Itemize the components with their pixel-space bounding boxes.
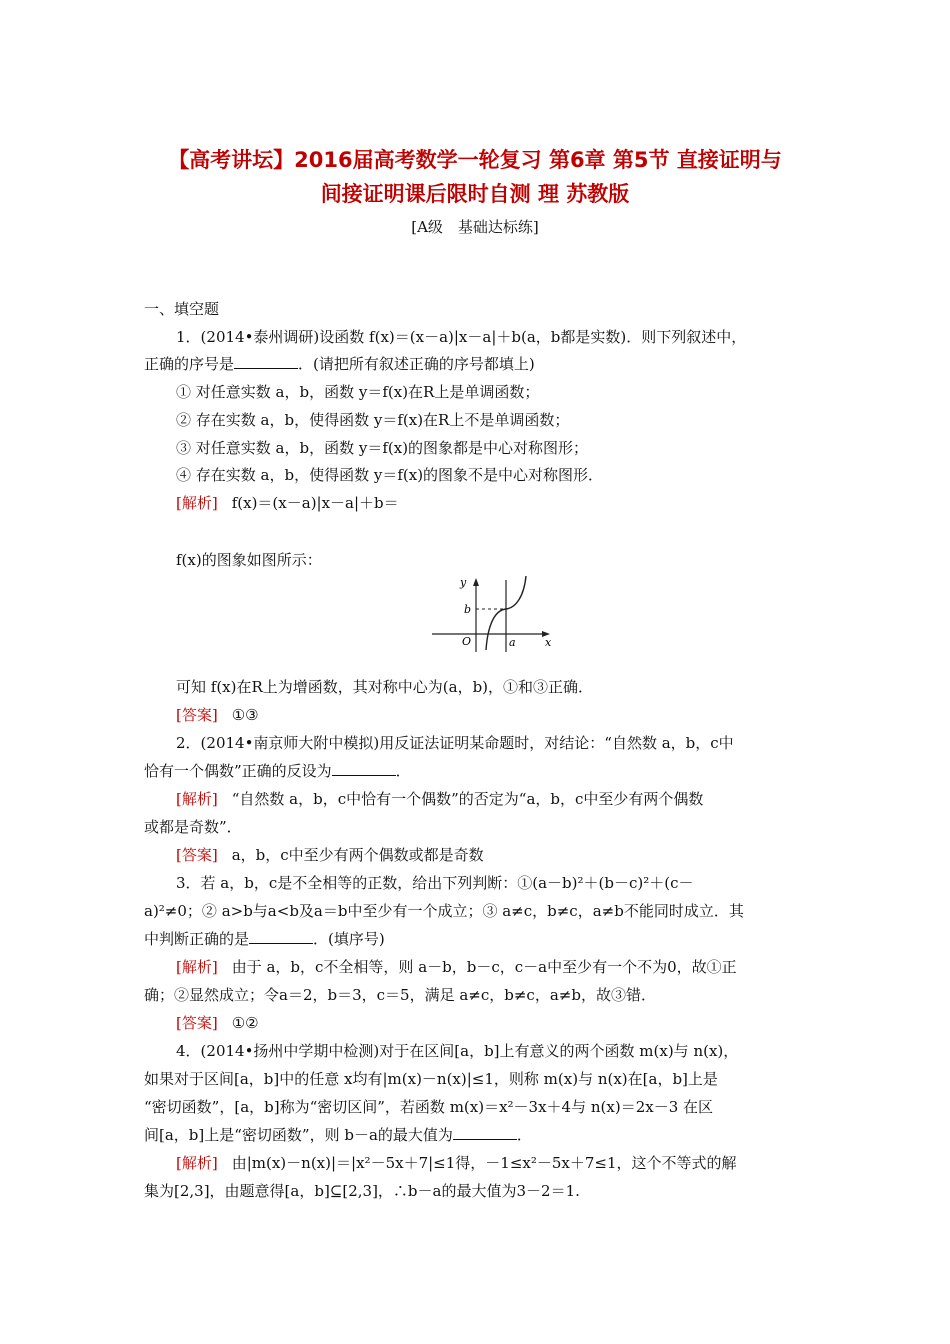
document-title <box>120 143 830 211</box>
q1-analysis-text: f(x)＝(x－a)|x－a|＋b＝ <box>231 494 399 512</box>
q3-stem-line-1: 3．若 a，b，c是不全相等的正数，给出下列判断：①(a－b)²＋(b－c)²＋(c－ <box>176 874 694 892</box>
q2-analysis-line-1 <box>176 788 812 810</box>
answer-tag: [答案] <box>176 846 218 864</box>
q1-answer <box>176 704 812 726</box>
level-heading: [A级 基础达标练] <box>411 218 539 236</box>
q3-analysis-text: 由于 a，b，c不全相等，则 a－b，b－c，c－a中至少有一个不为0，故①正 <box>231 958 737 976</box>
q1-stem-line-1: 1．(2014•泰州调研)设函数 f(x)＝(x－a)|x－a|＋b(a，b都是实数)．则下列叙述中， <box>176 328 747 346</box>
analysis-tag: [解析] <box>176 1154 218 1172</box>
q1-option-3: ③ 对任意实数 a，b，函数 y＝f(x)的图象都是中心对称图形； <box>176 439 589 457</box>
function-graph <box>428 572 556 654</box>
origin-label: O <box>462 635 472 648</box>
q4-analysis-line-1 <box>176 1152 812 1174</box>
q4-stem-line-3: “密切函数”，[a，b]称为“密切区间”，若函数 m(x)＝x²－3x＋4与 n(x)＝2x－3 在区 <box>144 1098 714 1116</box>
analysis-tag: [解析] <box>176 494 218 512</box>
q1-stem-text-after: ．(请把所有叙述正确的序号都填上) <box>298 355 535 373</box>
analysis-tag: [解析] <box>176 958 218 976</box>
analysis-tag: [解析] <box>176 790 218 808</box>
q2-answer-text: a，b，c中至少有两个偶数或都是奇数 <box>231 846 484 864</box>
q3-answer-text: ①② <box>231 1014 259 1032</box>
q3-stem-line-2: a)²≠0；② a>b与a<b及a＝b中至少有一个成立；③ a≠c，b≠c，a≠b不能同时成立．其 <box>144 902 744 920</box>
answer-tag: [答案] <box>176 706 218 724</box>
q3-analysis-line-1 <box>176 956 812 978</box>
answer-tag: [答案] <box>176 1014 218 1032</box>
q2-analysis-text: “自然数 a，b，c中恰有一个偶数”的否定为“a，b，c中至少有两个偶数 <box>231 790 704 808</box>
y-axis-arrow <box>473 578 479 586</box>
q2-analysis-line-2: 或都是奇数”． <box>144 818 242 836</box>
q1-option-2: ② 存在实数 a，b，使得函数 y＝f(x)在R上不是单调函数； <box>176 411 570 429</box>
title-line-2: 间接证明课后限时自测 理 苏教版 <box>320 182 630 206</box>
q2-stem-text-after: ． <box>395 762 411 780</box>
answer-blank <box>234 354 298 369</box>
q1-graph-intro: f(x)的图象如图所示： <box>176 551 322 569</box>
q1-conclusion: 可知 f(x)在R上为增函数，其对称中心为(a，b)，①和③正确． <box>176 678 594 696</box>
q3-stem-text: 中判断正确的是 <box>144 930 250 948</box>
x-label: x <box>545 636 552 649</box>
title-line-1: 【高考讲坛】2016届高考数学一轮复习 第6章 第5节 直接证明与 <box>168 148 782 172</box>
section-heading: 一、填空题 <box>144 300 220 318</box>
q4-stem-line-2: 如果对于区间[a，b]中的任意 x均有|m(x)－n(x)|≤1，则称 m(x)与 n(x)在[a，b]上是 <box>144 1070 718 1088</box>
q1-stem-text: 正确的序号是 <box>144 355 235 373</box>
q1-analysis <box>176 492 812 514</box>
q4-stem-text-after: ． <box>516 1126 532 1144</box>
y-label: y <box>460 576 467 589</box>
q2-answer <box>176 844 812 866</box>
answer-blank <box>249 929 313 944</box>
q2-stem-line-2 <box>144 760 812 782</box>
q3-stem-text-after: ．(填序号) <box>313 930 385 948</box>
q4-analysis-text: 由|m(x)－n(x)|＝|x²－5x＋7|≤1得，－1≤x²－5x＋7≤1，这个不等式的解 <box>231 1154 737 1172</box>
q2-stem-text: 恰有一个偶数”正确的反设为 <box>144 762 332 780</box>
q1-answer-text: ①③ <box>231 706 259 724</box>
q4-stem-line-4 <box>144 1124 812 1146</box>
q4-stem-text: 间[a，b]上是“密切函数”，则 b－a的最大值为 <box>144 1126 453 1144</box>
q4-stem-line-1: 4．(2014•扬州中学期中检测)对于在区间[a，b]上有意义的两个函数 m(x)与 n(x)， <box>176 1042 739 1060</box>
q3-answer <box>176 1012 812 1034</box>
q3-stem-line-3 <box>144 928 812 950</box>
q4-analysis-line-2: 集为[2,3]，由题意得[a，b]⊆[2,3]，∴b－a的最大值为3－2＝1. <box>144 1182 580 1200</box>
q1-option-4: ④ 存在实数 a，b，使得函数 y＝f(x)的图象不是中心对称图形． <box>176 466 604 484</box>
a-label: a <box>509 636 516 649</box>
answer-blank <box>332 761 396 776</box>
q3-analysis-line-2: 确；②显然成立；令a＝2，b＝3，c＝5，满足 a≠c，b≠c，a≠b，故③错． <box>144 986 656 1004</box>
q2-stem-line-1: 2．(2014•南京师大附中模拟)用反证法证明某命题时，对结论：“自然数 a，b，c中 <box>176 734 734 752</box>
q1-option-1: ① 对任意实数 a，b，函数 y＝f(x)在R上是单调函数； <box>176 383 540 401</box>
q1-stem-line-2 <box>144 353 812 375</box>
answer-blank <box>453 1125 517 1140</box>
b-label: b <box>464 603 472 616</box>
